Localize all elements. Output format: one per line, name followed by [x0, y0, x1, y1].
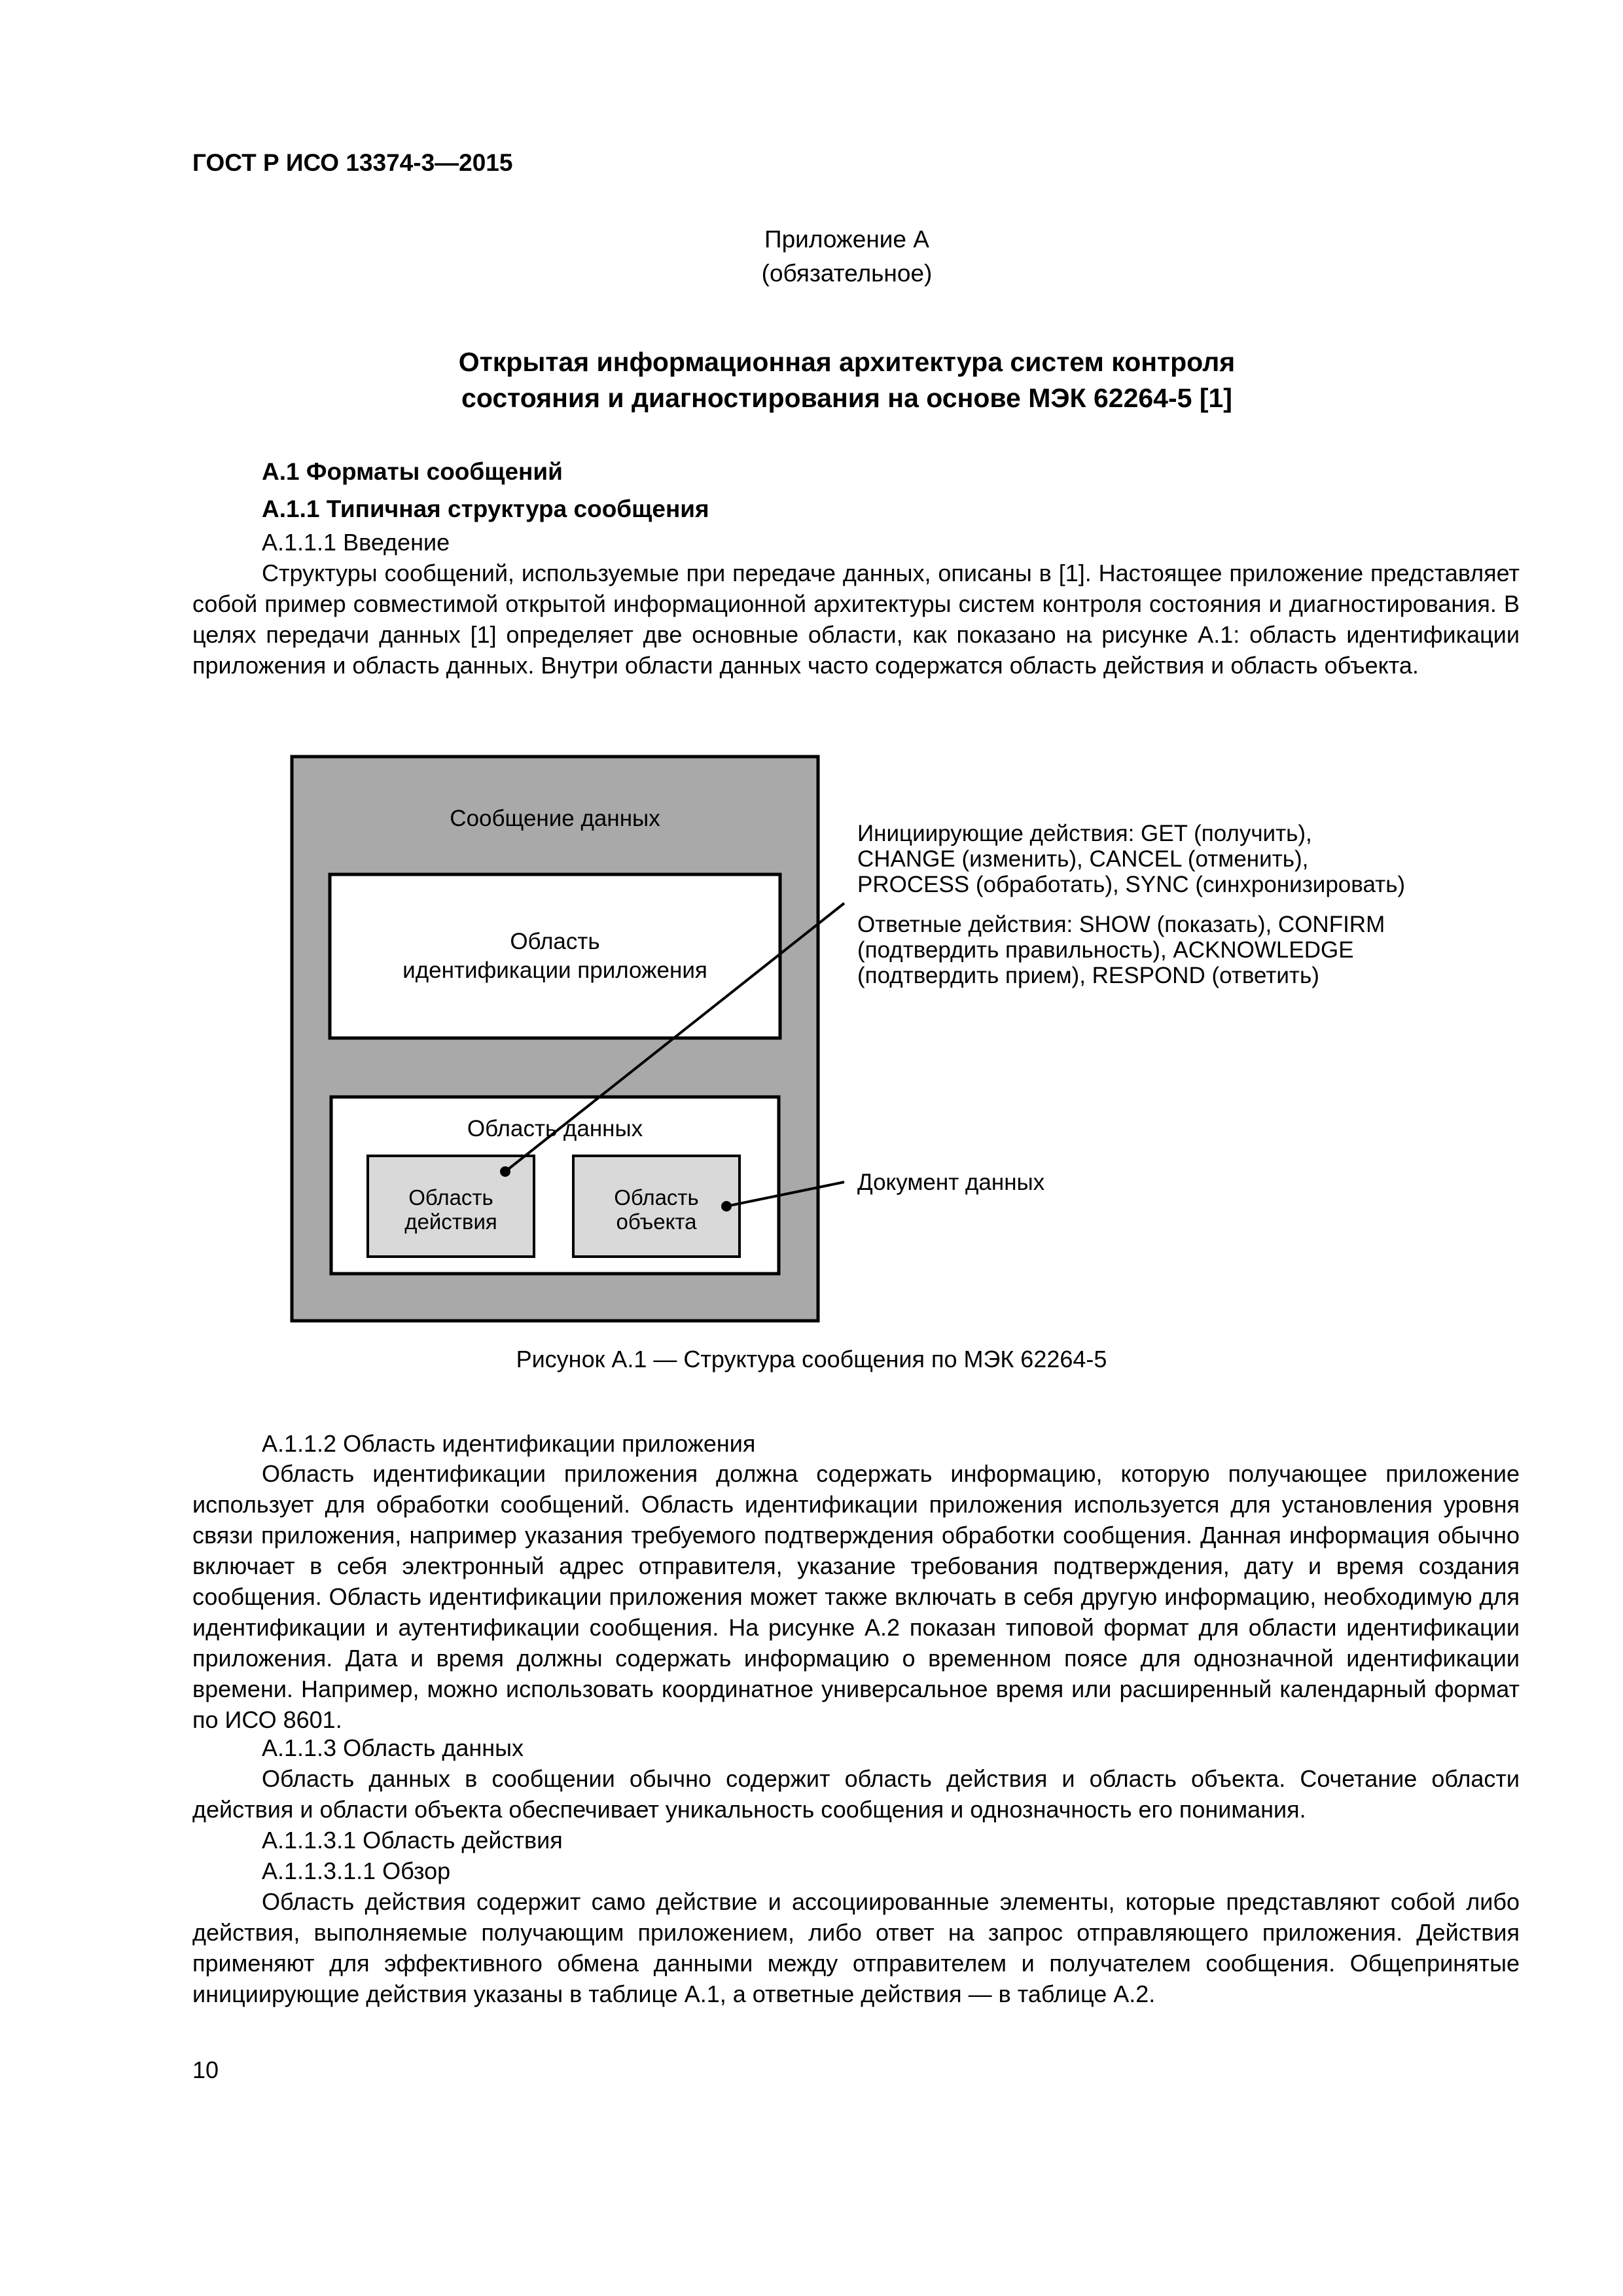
- data-message-label: Сообщение данных: [450, 806, 660, 831]
- annex-title-line2: состояния и диагностирования на основе МЭК 62264-5 [1]: [461, 383, 1232, 413]
- document-code: ГОСТ Р ИСО 13374-3—2015: [192, 149, 513, 176]
- object-leader-dot: [721, 1201, 732, 1211]
- app-id-area-box: [330, 874, 780, 1038]
- response-actions-line2: (подтвердить правильность), ACKNOWLEDGE: [857, 937, 1354, 963]
- section-heading-a1131: А.1.1.3.1 Область действия: [262, 1827, 563, 1854]
- annex-status: (обязательное): [761, 260, 933, 287]
- object-area-label-line2: объекта: [616, 1210, 697, 1234]
- initiating-actions-line2: CHANGE (изменить), CANCEL (отменить),: [857, 846, 1309, 872]
- data-document-label: Документ данных: [857, 1170, 1045, 1195]
- section-heading-a113: А.1.1.3 Область данных: [262, 1734, 524, 1761]
- section-heading-a1: А.1 Форматы сообщений: [262, 458, 563, 485]
- section-heading-a111: А.1.1.1 Введение: [262, 529, 450, 556]
- paragraph-data-area: Область данных в сообщении обычно содержит область действия и область объекта. Сочетание области действия и области объекта обеспечивает уникальность сообщения и однозначность его понимания.: [192, 1765, 1520, 1823]
- section-heading-a11311: А.1.1.3.1.1 Обзор: [262, 1857, 451, 1884]
- initiating-actions-line1: Инициирующие действия: GET (получить),: [857, 821, 1312, 846]
- paragraph-action-area-overview: Область действия содержит само действие и ассоциированные элементы, которые представляют собой либо действия, выполняемые получающим приложением, либо ответ на запрос отправляющего приложения. Действия применяют для эффективного обмена данными между отправителем и получателем сообщения. Общепринятые инициирующие действия указаны в таблице А.1, а ответные действия — в таблице А.2.: [192, 1888, 1520, 2007]
- response-actions-line1: Ответные действия: SHOW (показать), CONFIRM: [857, 912, 1385, 937]
- response-actions-line3: (подтвердить прием), RESPOND (ответить): [857, 963, 1319, 988]
- app-id-area-label-line1: Область: [510, 929, 600, 954]
- section-heading-a112: А.1.1.2 Область идентификации приложения: [262, 1430, 756, 1457]
- app-id-area-label-line2: идентификации приложения: [402, 958, 707, 983]
- action-leader-dot: [500, 1166, 510, 1177]
- annex-label: Приложение А: [764, 226, 929, 253]
- paragraph-app-id-area: Область идентификации приложения должна содержать информацию, которую получающее приложение использует для обработки сообщений. Область идентификации приложения используется для установления уровня связи приложения, например указания требуемого подтверждения обработки сообщения. Данная информация обычно включает в себя электронный адрес отправителя, указание требования подтверждения, дату и время создания сообщения. Область идентификации приложения может также включать в себя другую информацию, необходимую для идентификации и аутентификации сообщения. На рисунке А.2 показан типовой формат для области идентификации приложения. Дата и время должны содержать информацию о временном поясе для однозначной идентификации времени. Например, можно использовать координатное универсальное время или расширенный календарный формат по ИСО 8601.: [192, 1460, 1520, 1733]
- section-heading-a11: А.1.1 Типичная структура сообщения: [262, 495, 709, 522]
- object-area-label-line1: Область: [614, 1185, 699, 1210]
- initiating-actions-line3: PROCESS (обработать), SYNC (синхронизировать): [857, 872, 1406, 897]
- data-area-label: Область данных: [467, 1116, 643, 1141]
- action-area-label-line2: действия: [404, 1210, 497, 1234]
- annex-title-line1: Открытая информационная архитектура систем контроля: [458, 347, 1236, 377]
- action-area-label-line1: Область: [408, 1185, 493, 1210]
- paragraph-introduction: Структуры сообщений, используемые при передаче данных, описаны в [1]. Настоящее приложение представляет собой пример совместимой открытой информационной архитектуры систем контроля состояния и диагностирования. В целях передачи данных [1] определяет две основные области, как показано на рисунке А.1: область идентификации приложения и область данных. Внутри области данных часто содержатся область действия и область объекта.: [192, 560, 1520, 679]
- figure-caption: Рисунок А.1 — Структура сообщения по МЭК 62264-5: [516, 1346, 1107, 1372]
- page-number: 10: [192, 2056, 219, 2083]
